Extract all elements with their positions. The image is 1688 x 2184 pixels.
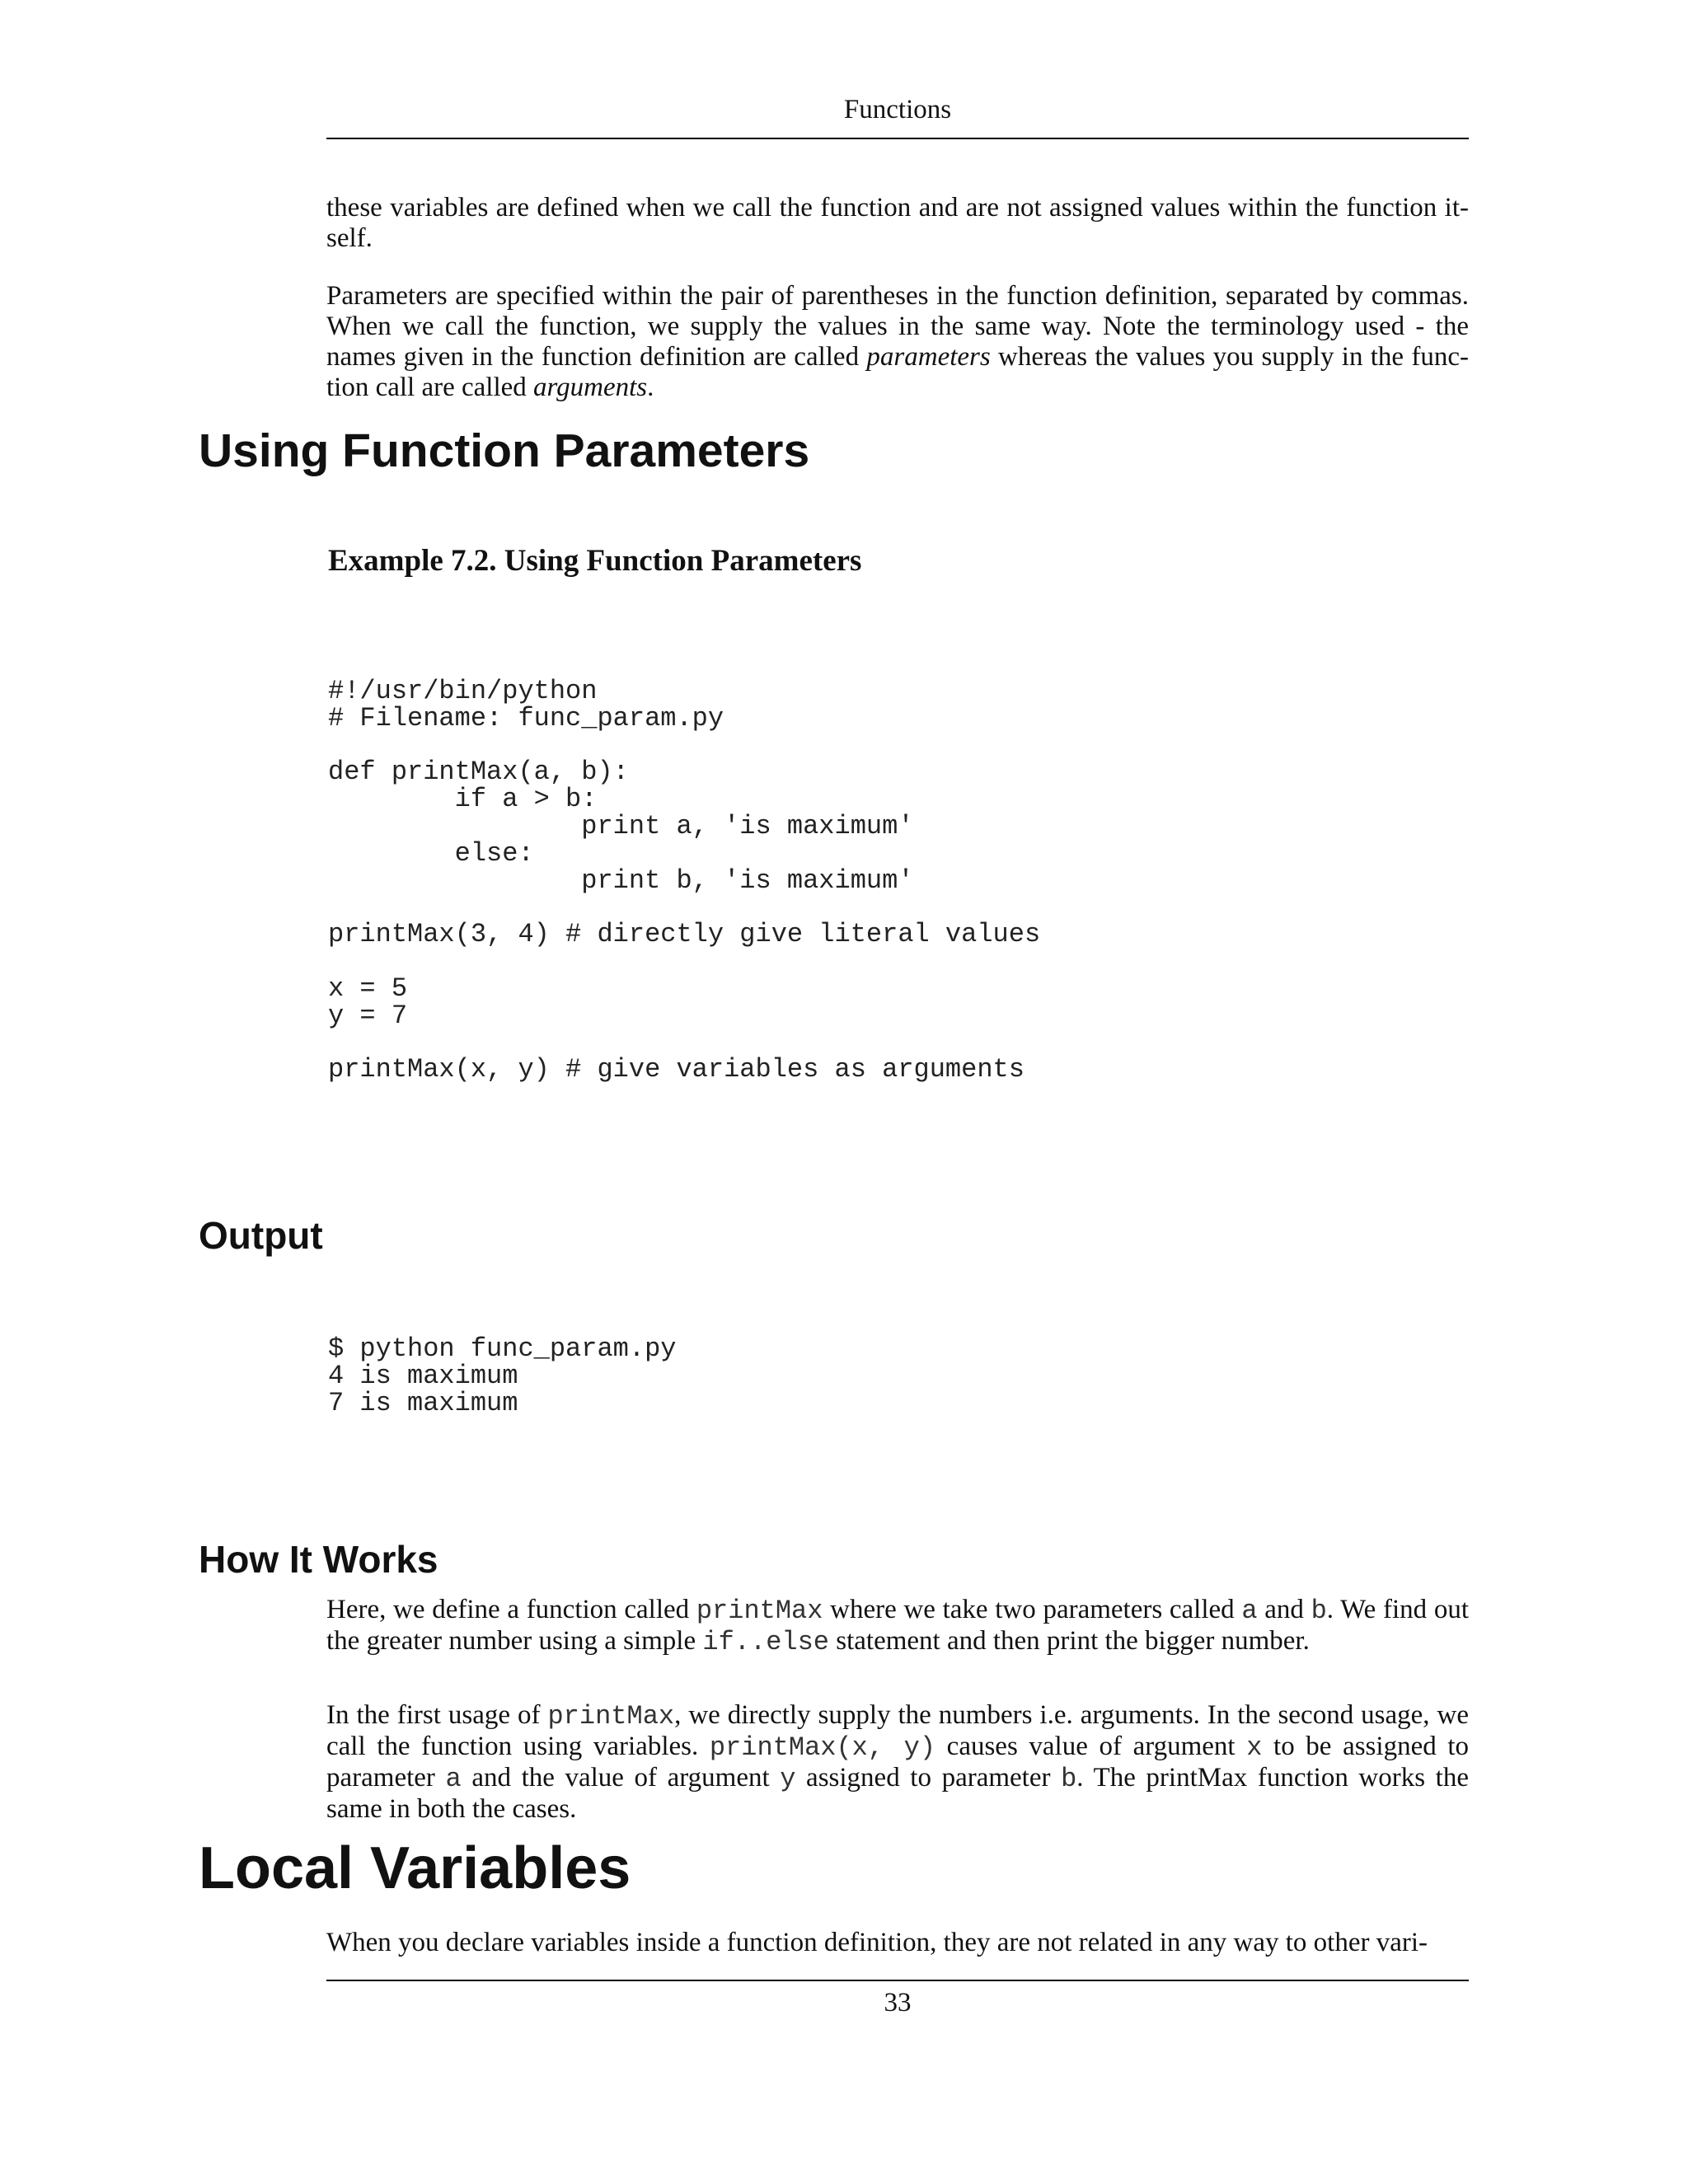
code-printmax: printMax <box>696 1596 823 1626</box>
code-b: b <box>1061 1764 1077 1794</box>
intro-paragraph-1: these variables are defined when we call the function and are not assigned values within the function it-self. <box>326 193 1469 253</box>
page-number: 33 <box>884 1988 912 2018</box>
code-if-else: if..else <box>702 1627 829 1657</box>
intro-text: . <box>647 373 654 402</box>
example-title: Example 7.2. Using Function Parameters <box>328 544 862 578</box>
term-parameters: parameters <box>866 342 991 372</box>
how-text: and <box>1257 1595 1311 1624</box>
code-a: a <box>445 1764 462 1794</box>
intro-text: whereas the values you supply in the func-tion call are called <box>326 342 1469 402</box>
how-it-works-heading: How It Works <box>199 1538 438 1581</box>
how-text: In the first usage of <box>326 1700 548 1730</box>
how-text: Here, we define a function called <box>326 1595 696 1624</box>
running-header: Functions <box>326 95 1469 139</box>
code-x: x <box>1246 1732 1263 1763</box>
code-printmax: printMax <box>547 1701 675 1732</box>
section-heading-using-function-parameters: Using Function Parameters <box>199 424 810 477</box>
code-b: b <box>1311 1596 1327 1626</box>
code-printmax-call: printMax(x, y) <box>709 1732 936 1763</box>
section-heading-local-variables: Local Variables <box>199 1835 631 1901</box>
how-text: statement and then print the bigger number. <box>829 1626 1310 1656</box>
footer-rule <box>326 1980 1469 1981</box>
intro-paragraph-2 <box>326 281 1469 403</box>
how-text: where we take two parameters called <box>823 1595 1242 1624</box>
code-y: y <box>780 1764 796 1794</box>
how-text: . We find out the greater number using a simple <box>326 1595 1469 1656</box>
output-heading: Output <box>199 1214 323 1257</box>
output-code-block: $ python func_param.py 4 is maximum 7 is maximum <box>328 1333 677 1418</box>
local-variables-paragraph: When you declare variables inside a function definition, they are not related in any way to other vari- <box>326 1928 1428 1957</box>
how-text: and the value of argument <box>461 1763 781 1793</box>
how-paragraph-2 <box>326 1700 1469 1825</box>
how-text: . The printMax function works the same in both the cases. <box>326 1763 1469 1824</box>
how-paragraph-1 <box>326 1595 1469 1657</box>
code-a: a <box>1241 1596 1258 1626</box>
how-text: assigned to parameter <box>795 1763 1062 1793</box>
how-text: causes value of argument <box>935 1732 1247 1761</box>
term-arguments: arguments <box>533 373 648 402</box>
how-text: , we directly supply the numbers i.e. arguments. In the second usage, we call the function using variables. <box>326 1700 1470 1761</box>
intro-text: Parameters are specified within the pair of parentheses in the function definition, separated by commas. When we call the function, we supply the values in the same way. Note the terminology used - the names given in the function definition are called <box>326 281 1469 372</box>
how-text: to be assigned to parameter <box>326 1732 1469 1793</box>
example-code-block: #!/usr/bin/python # Filename: func_param.py def printMax(a, b): if a > b: print a, 'is maximum' else: print b, 'is maximum' printMax(3, 4) # directly give literal values x = 5 y = 7 printMax(x, y) # give variables as arguments <box>328 676 1041 1085</box>
